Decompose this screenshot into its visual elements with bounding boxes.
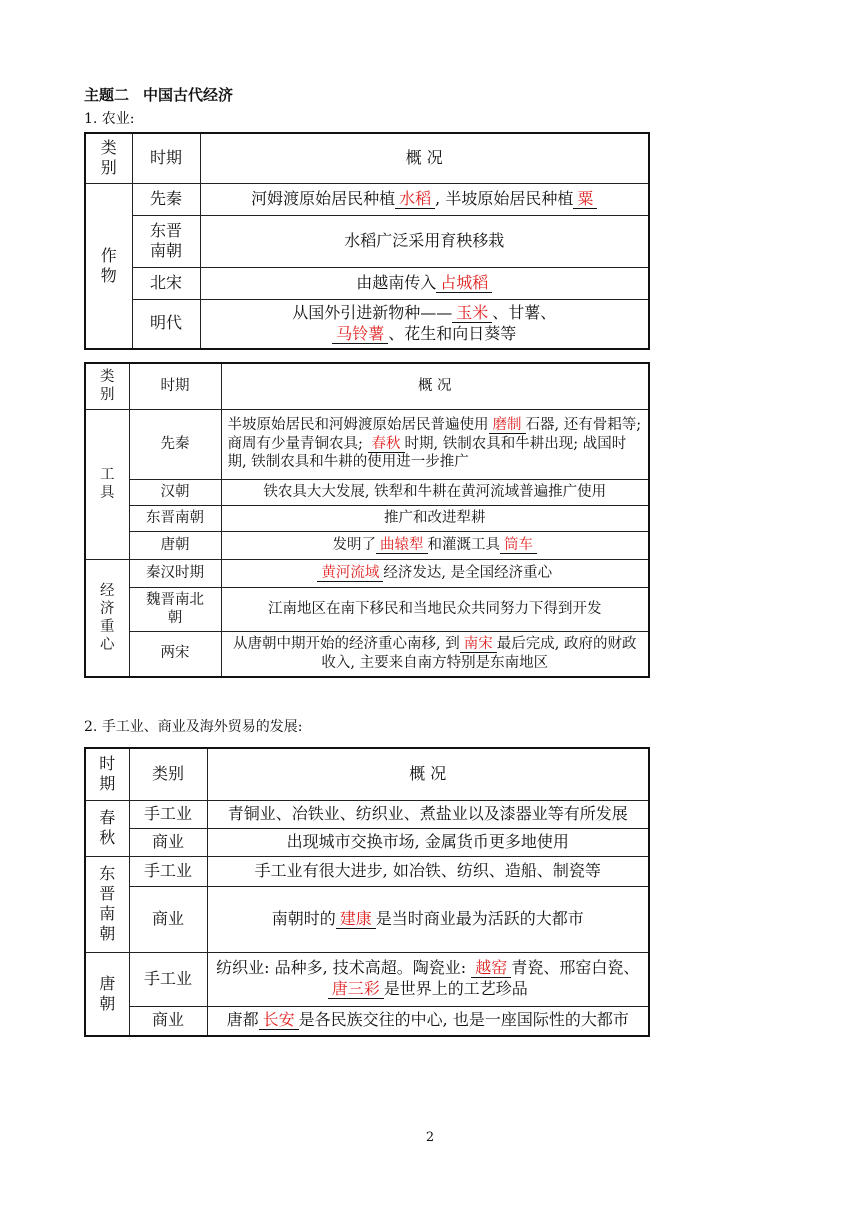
type-cell: 商业 [129,828,207,856]
handicraft-commerce-table [84,747,650,1037]
period-cell: 唐朝 [129,531,221,559]
overview-cell: 从国外引进新物种—— 玉米 、甘薯、 马铃薯 、花生和向日葵等 [200,299,649,349]
era-cell: 春 秋 [85,800,129,856]
type-cell: 商业 [129,1006,207,1036]
topic-label: 主题二 [84,86,130,104]
overview-cell: 黄河流域 经济发达, 是全国经济重心 [221,559,649,587]
header-overview: 概 况 [207,748,649,800]
answer-blank: 水稻 [395,189,435,209]
answer-blank: 建康 [336,909,376,929]
answer-blank: 南宋 [460,636,497,653]
overview-cell: 纺织业: 品种多, 技术高超。陶瓷业: 越窑 青瓷、邢窑白瓷、唐三彩 是世界上的工艺珍品 [207,952,649,1006]
answer-blank: 粟 [573,189,597,209]
header-period: 时期 [132,133,200,183]
answer-blank: 玉米 [452,303,492,323]
overview-cell: 铁农具大大发展, 铁犁和牛耕在黄河流域普遍推广使用 [221,479,649,505]
overview-cell: 出现城市交换市场, 金属货币更多地使用 [207,828,649,856]
overview-cell: 唐都 长安 是各民族交往的中心, 也是一座国际性的大都市 [207,1006,649,1036]
period-cell: 东晋 南朝 [132,215,200,267]
type-cell: 手工业 [129,856,207,886]
answer-blank: 春秋 [368,436,405,453]
overview-cell: 手工业有很大进步, 如冶铁、纺织、造船、制瓷等 [207,856,649,886]
answer-blank: 越窑 [471,958,511,978]
answer-blank: 黄河流域 [317,565,383,582]
tools-economy-table [84,362,650,678]
overview-cell: 推广和改进犁耕 [221,505,649,531]
header-category: 类 别 [85,133,132,183]
overview-cell: 从唐朝中期开始的经济重心南移, 到 南宋 最后完成, 政府的财政收入, 主要来自南方特别是东南地区 [221,631,649,677]
era-cell: 唐 朝 [85,952,129,1036]
period-cell: 先秦 [129,409,221,479]
answer-blank: 唐三彩 [328,979,384,999]
header-period: 时期 [129,363,221,409]
overview-cell: 南朝时的 建康 是当时商业最为活跃的大都市 [207,886,649,952]
header-category: 类别 [129,748,207,800]
period-cell: 两宋 [129,631,221,677]
overview-cell: 水稻广泛采用育秧移栽 [200,215,649,267]
type-cell: 商业 [129,886,207,952]
header-period: 时 期 [85,748,129,800]
header-category: 类 别 [85,363,129,409]
period-cell: 明代 [132,299,200,349]
tools-category: 工 具 [85,409,129,559]
answer-blank: 占城稻 [436,273,492,293]
page-heading [84,84,233,105]
answer-blank: 长安 [259,1010,299,1030]
topic-title: 中国古代经济 [143,86,234,104]
era-cell: 东 晋 南 朝 [85,856,129,952]
section-trade-label: 2. 手工业、商业及海外贸易的发展: [84,719,303,735]
answer-blank: 磨制 [489,417,526,434]
overview-cell: 江南地区在南下移民和当地民众共同努力下得到开发 [221,587,649,631]
overview-cell: 半坡原始居民和河姆渡原始居民普遍使用 磨制 石器, 还有骨耜等; 商周有少量青铜农具; 春秋 时期, 铁制农具和牛耕出现; 战国时期, 铁制农具和牛耕的使用进一步推广 [221,409,649,479]
period-cell: 汉朝 [129,479,221,505]
overview-cell: 河姆渡原始居民种植 水稻 , 半坡原始居民种植 粟 [200,183,649,215]
header-overview: 概 况 [221,363,649,409]
overview-cell: 青铜业、冶铁业、纺织业、煮盐业以及漆器业等有所发展 [207,800,649,828]
period-cell: 北宋 [132,267,200,299]
overview-cell: 发明了 曲辕犁 和灌溉工具 筒车 [221,531,649,559]
period-cell: 魏晋南北 朝 [129,587,221,631]
header-overview: 概 况 [200,133,649,183]
answer-blank: 马铃薯 [332,324,388,344]
page-number: 2 [425,1130,435,1145]
type-cell: 手工业 [129,800,207,828]
period-cell: 秦汉时期 [129,559,221,587]
crops-table [84,132,650,350]
period-cell: 东晋南朝 [129,505,221,531]
answer-blank: 筒车 [500,537,537,554]
overview-cell: 由越南传入 占城稻 [200,267,649,299]
period-cell: 先秦 [132,183,200,215]
type-cell: 手工业 [129,952,207,1006]
crops-category: 作 物 [85,183,132,349]
answer-blank: 曲辕犁 [376,537,428,554]
section-agriculture-label: 1. 农业: [84,111,135,127]
economy-category: 经 济 重 心 [85,559,129,677]
